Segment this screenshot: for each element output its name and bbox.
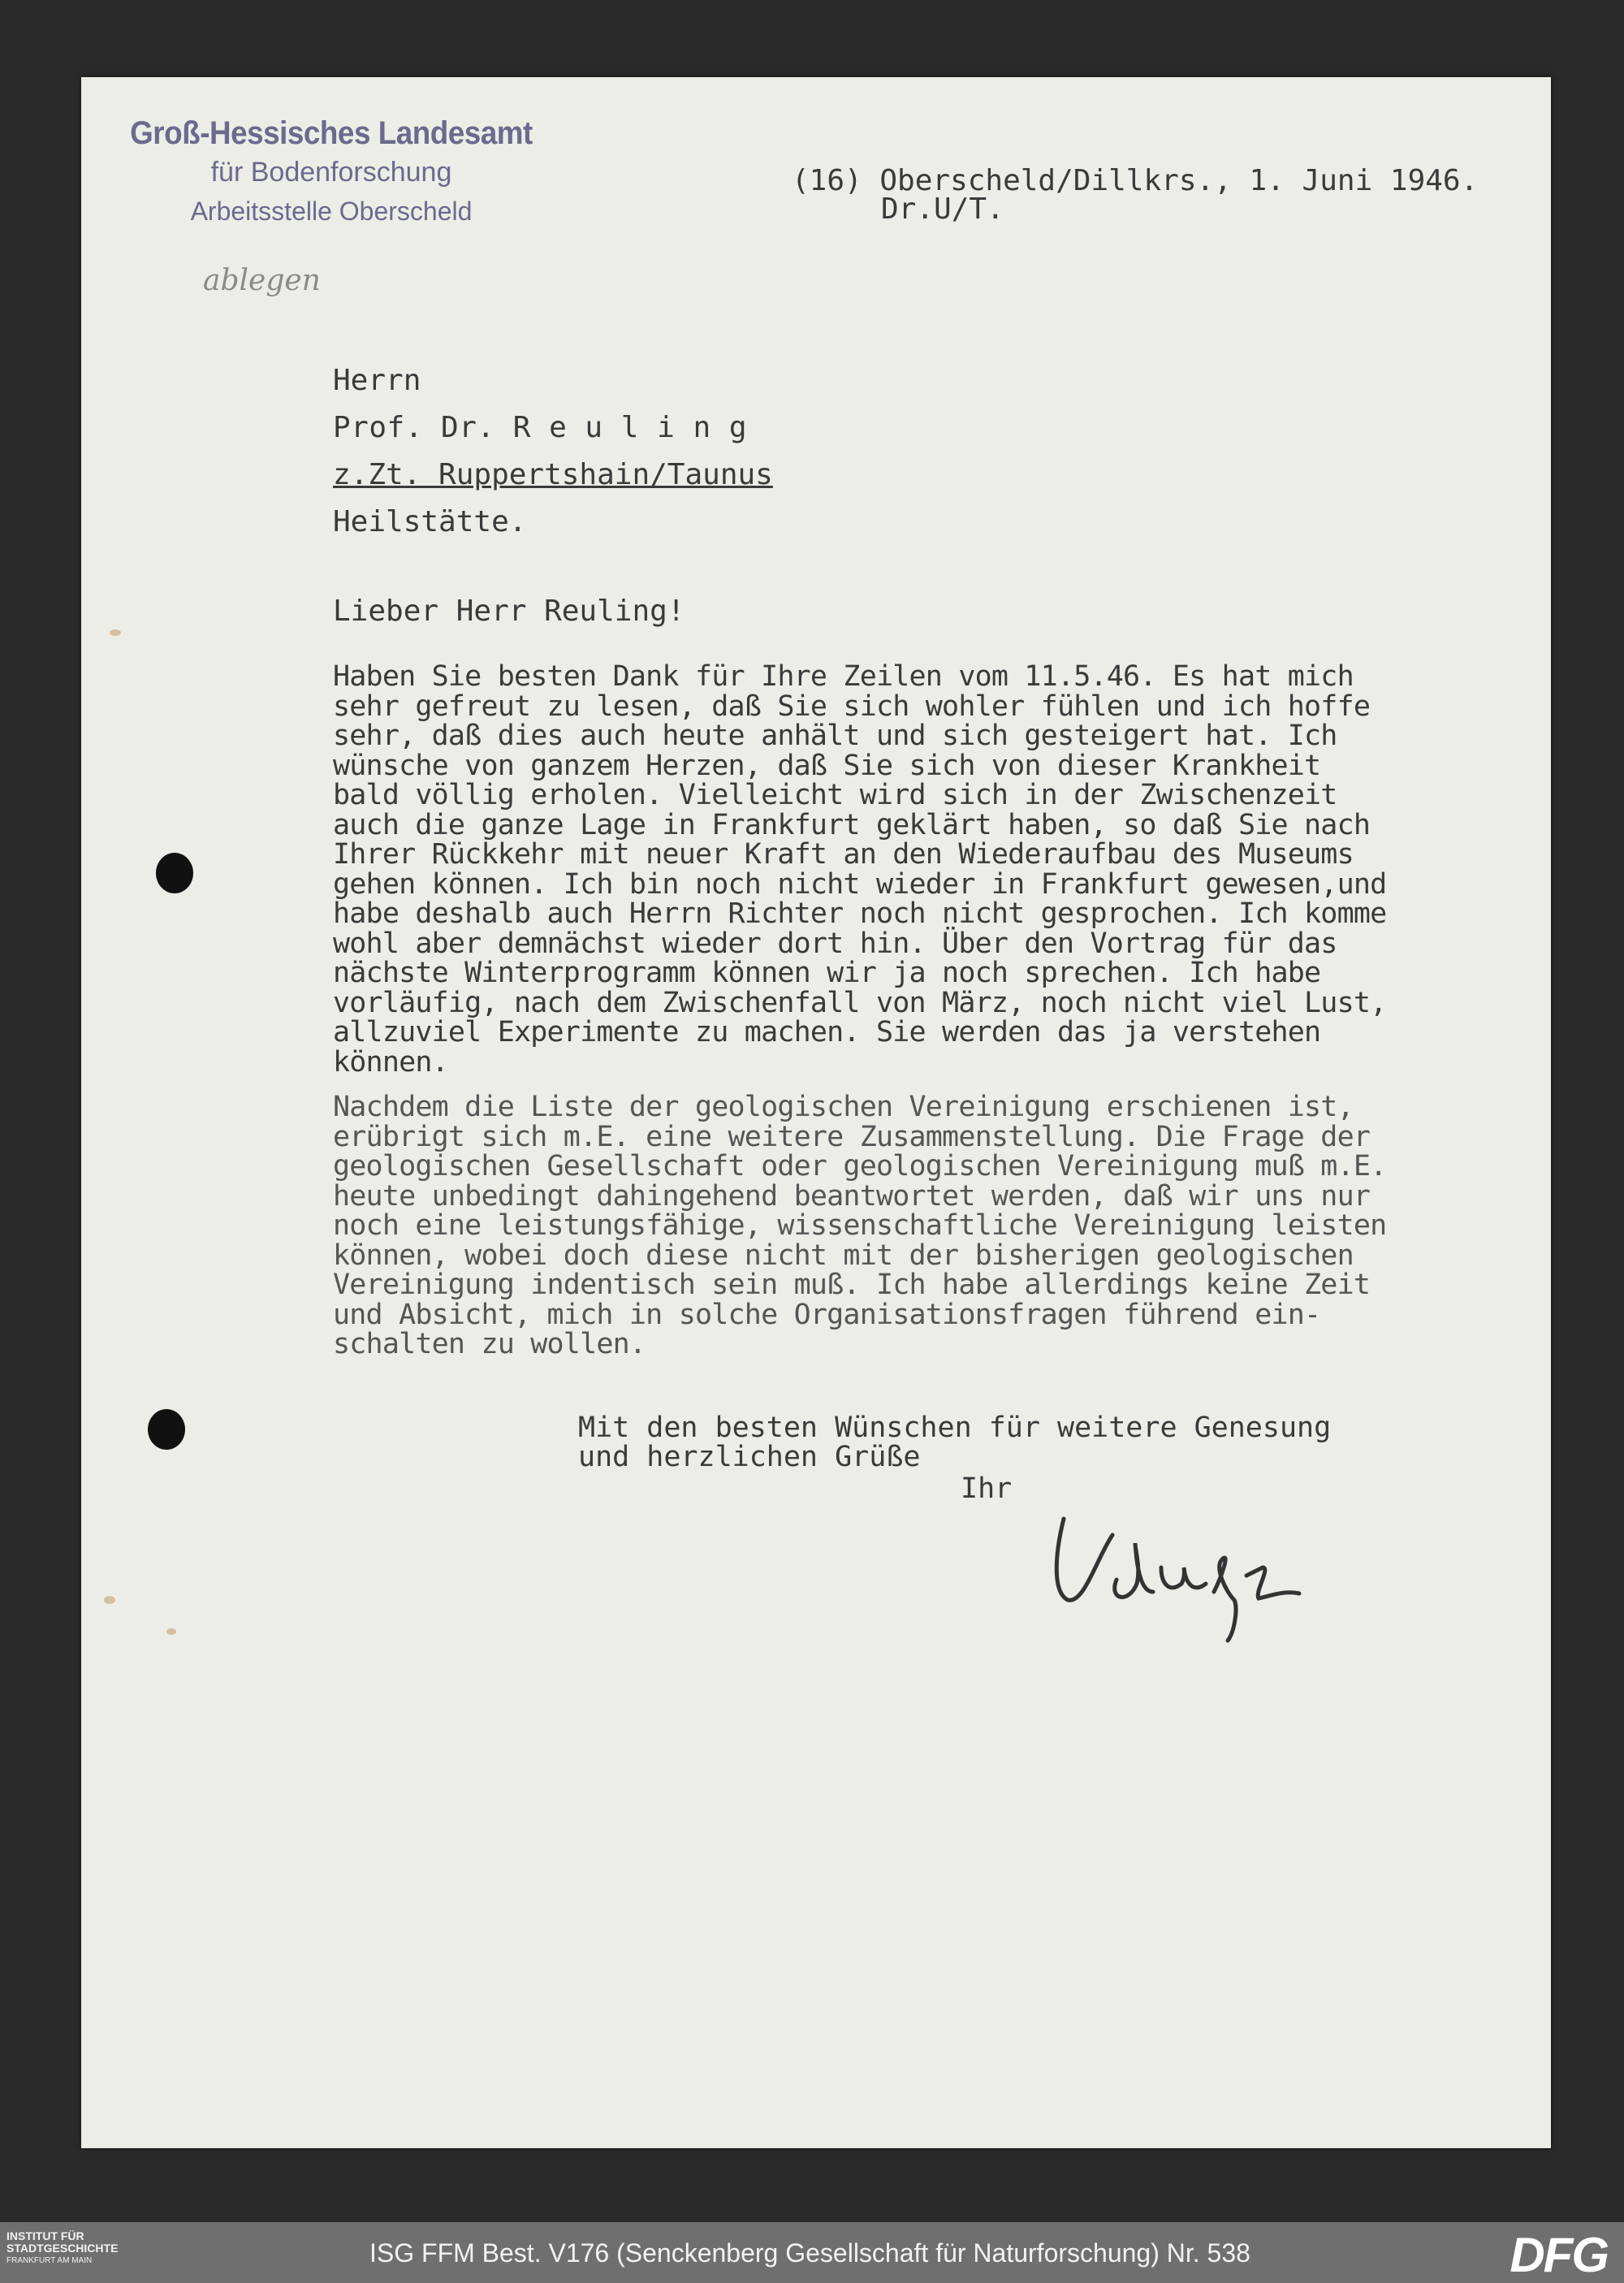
salutation: Lieber Herr Reuling! bbox=[333, 595, 685, 628]
institution-stamp bbox=[112, 114, 551, 231]
stamp-line-1: Groß-Hessisches Landesamt bbox=[130, 115, 533, 151]
pencil-annotation: ablegen bbox=[203, 264, 321, 297]
reference-code: Dr.U/T. bbox=[881, 192, 1004, 226]
institution-logo-text: INSTITUT FÜR STADTGESCHICHTE FRANKFURT AM MAIN bbox=[6, 2229, 119, 2265]
archive-footer bbox=[0, 2222, 1624, 2283]
closing-word: Ihr bbox=[961, 1472, 1013, 1505]
address-line-1: Herrn bbox=[333, 364, 421, 397]
paper-stain bbox=[104, 1596, 115, 1604]
address-line-2: Prof. Dr. R e u l i n g bbox=[333, 411, 747, 444]
stamp-line-2: für Bodenforschung bbox=[210, 157, 452, 188]
address-line-4: Heilstätte. bbox=[333, 505, 527, 538]
stamp-line-3: Arbeitsstelle Oberscheld bbox=[190, 197, 473, 226]
paper-stain bbox=[166, 1628, 176, 1635]
punch-hole-upper bbox=[156, 853, 193, 893]
punch-hole-lower bbox=[148, 1409, 185, 1450]
closing-greeting: Mit den besten Wünschen für weitere Genesung und herzlichen Grüße bbox=[578, 1412, 1332, 1473]
body-paragraph-2: Nachdem die Liste der geologischen Vereinigung erschienen ist, erübrigt sich m.E. eine weitere Zusammenstellung. Die Frage der geologischen Gesellschaft oder geologischen Vereinigung muß m.E. heute unbedingt dahingehend beantwortet werden, daß wir uns nur noch eine leistungsfähige, wissenschaftliche Vereinigung leisten können, wobei doch diese nicht mit der bisherigen geologischen Vereinigung indentisch sein muß. Ich habe allerdings keine Zeit und Absicht, mich in solche Organisationsfragen führend ein- schalten zu wollen. bbox=[333, 1091, 1387, 1360]
paper-stain bbox=[110, 629, 121, 636]
dfg-logo: DFG bbox=[1510, 2228, 1608, 2282]
address-line-3: z.Zt. Ruppertshain/Taunus bbox=[333, 458, 773, 491]
handwritten-signature bbox=[1039, 1503, 1332, 1649]
place-date: (16) Oberscheld/Dillkrs., 1. Juni 1946. bbox=[792, 164, 1479, 197]
body-paragraph-1: Haben Sie besten Dank für Ihre Zeilen vom 11.5.46. Es hat mich sehr gefreut zu lesen, daß Sie sich wohler fühlen und ich hoffe sehr, daß dies auch heute anhält und sich gesteigert hat. Ich wünsche von ganzem Herzen, daß Sie sich von dieser Krankheit bald völlig erholen. Vielleicht wird sich in der Zwischenzeit auch die ganze Lage in Frankfurt geklärt haben, so daß Sie nach Ihrer Rückkehr mit neuer Kraft an den Wiederaufbau des Museums gehen können. Ich bin noch nicht wieder in Frankfurt gewesen,und habe deshalb auch Herrn Richter noch nicht gesprochen. Ich komme wohl aber demnächst wieder dort hin. Über den Vortrag für das nächste Winterprogramm können wir ja noch sprechen. Ich habe vorläufig, nach dem Zwischenfall von März, noch nicht viel Lust, allzuviel Experimente zu machen. Sie werden das ja verstehen können. bbox=[333, 660, 1387, 1079]
archive-reference: ISG FFM Best. V176 (Senckenberg Gesellschaft für Naturforschung) Nr. 538 bbox=[369, 2238, 1250, 2268]
